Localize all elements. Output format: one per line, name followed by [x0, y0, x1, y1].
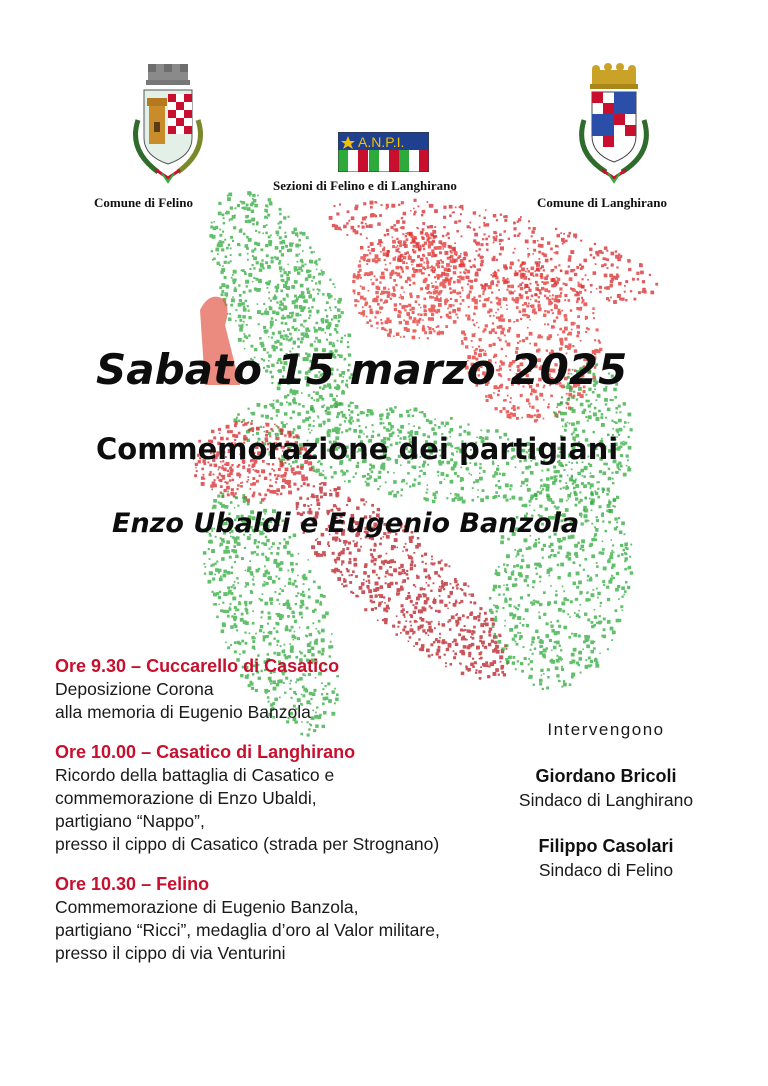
langhirano-crest [564, 60, 664, 190]
event-item [55, 741, 515, 856]
event-time: Ore 10.00 – Casatico di Langhirano [55, 742, 356, 762]
felino-crest [118, 60, 218, 190]
event-time: Ore 10.30 – Felino [55, 874, 210, 894]
event-detail: Deposizione Corona [55, 679, 214, 699]
event-detail: partigiano “Ricci”, medaglia d’oro al Valor militare, [55, 920, 440, 940]
speaker-role: Sindaco di Langhirano [518, 790, 694, 810]
event-detail: commemorazione di Enzo Ubaldi, [55, 788, 317, 808]
langhirano-label: Comune di Langhirano [537, 195, 668, 210]
anpi-logo [338, 132, 429, 172]
anpi-logo-text: A.N.P.I. [358, 134, 405, 150]
event-detail: Commemorazione di Eugenio Banzola, [55, 897, 359, 917]
speckle-cluster [461, 261, 602, 422]
event-detail: presso il cippo di Casatico (strada per Strognano) [55, 834, 440, 854]
speakers-heading: Intervengono [547, 720, 665, 739]
event-item [55, 873, 515, 965]
felino-label: Comune di Felino [94, 195, 193, 210]
partisan-names: Enzo Ubaldi e Eugenio Banzola [112, 508, 580, 539]
event-detail: partigiano “Nappo”, [55, 811, 205, 831]
event-date-title: Sabato 15 marzo 2025 [96, 345, 628, 394]
speaker-name: Giordano Bricoli [535, 766, 677, 786]
speaker-role: Sindaco di Felino [538, 860, 674, 880]
event-time: Ore 9.30 – Cuccarello di Casatico [55, 656, 340, 676]
event-item [55, 655, 515, 724]
event-detail: Ricordo della battaglia di Casatico e [55, 765, 335, 785]
event-subtitle: Commemorazione dei partigiani [96, 432, 619, 466]
event-detail: alla memoria di Eugenio Banzola [55, 702, 311, 722]
speaker-name: Filippo Casolari [538, 836, 674, 856]
event-detail: presso il cippo di via Venturini [55, 943, 286, 963]
anpi-label: Sezioni di Felino e di Langhirano [273, 178, 457, 193]
speakers-block [500, 718, 712, 882]
event-schedule [55, 655, 515, 965]
